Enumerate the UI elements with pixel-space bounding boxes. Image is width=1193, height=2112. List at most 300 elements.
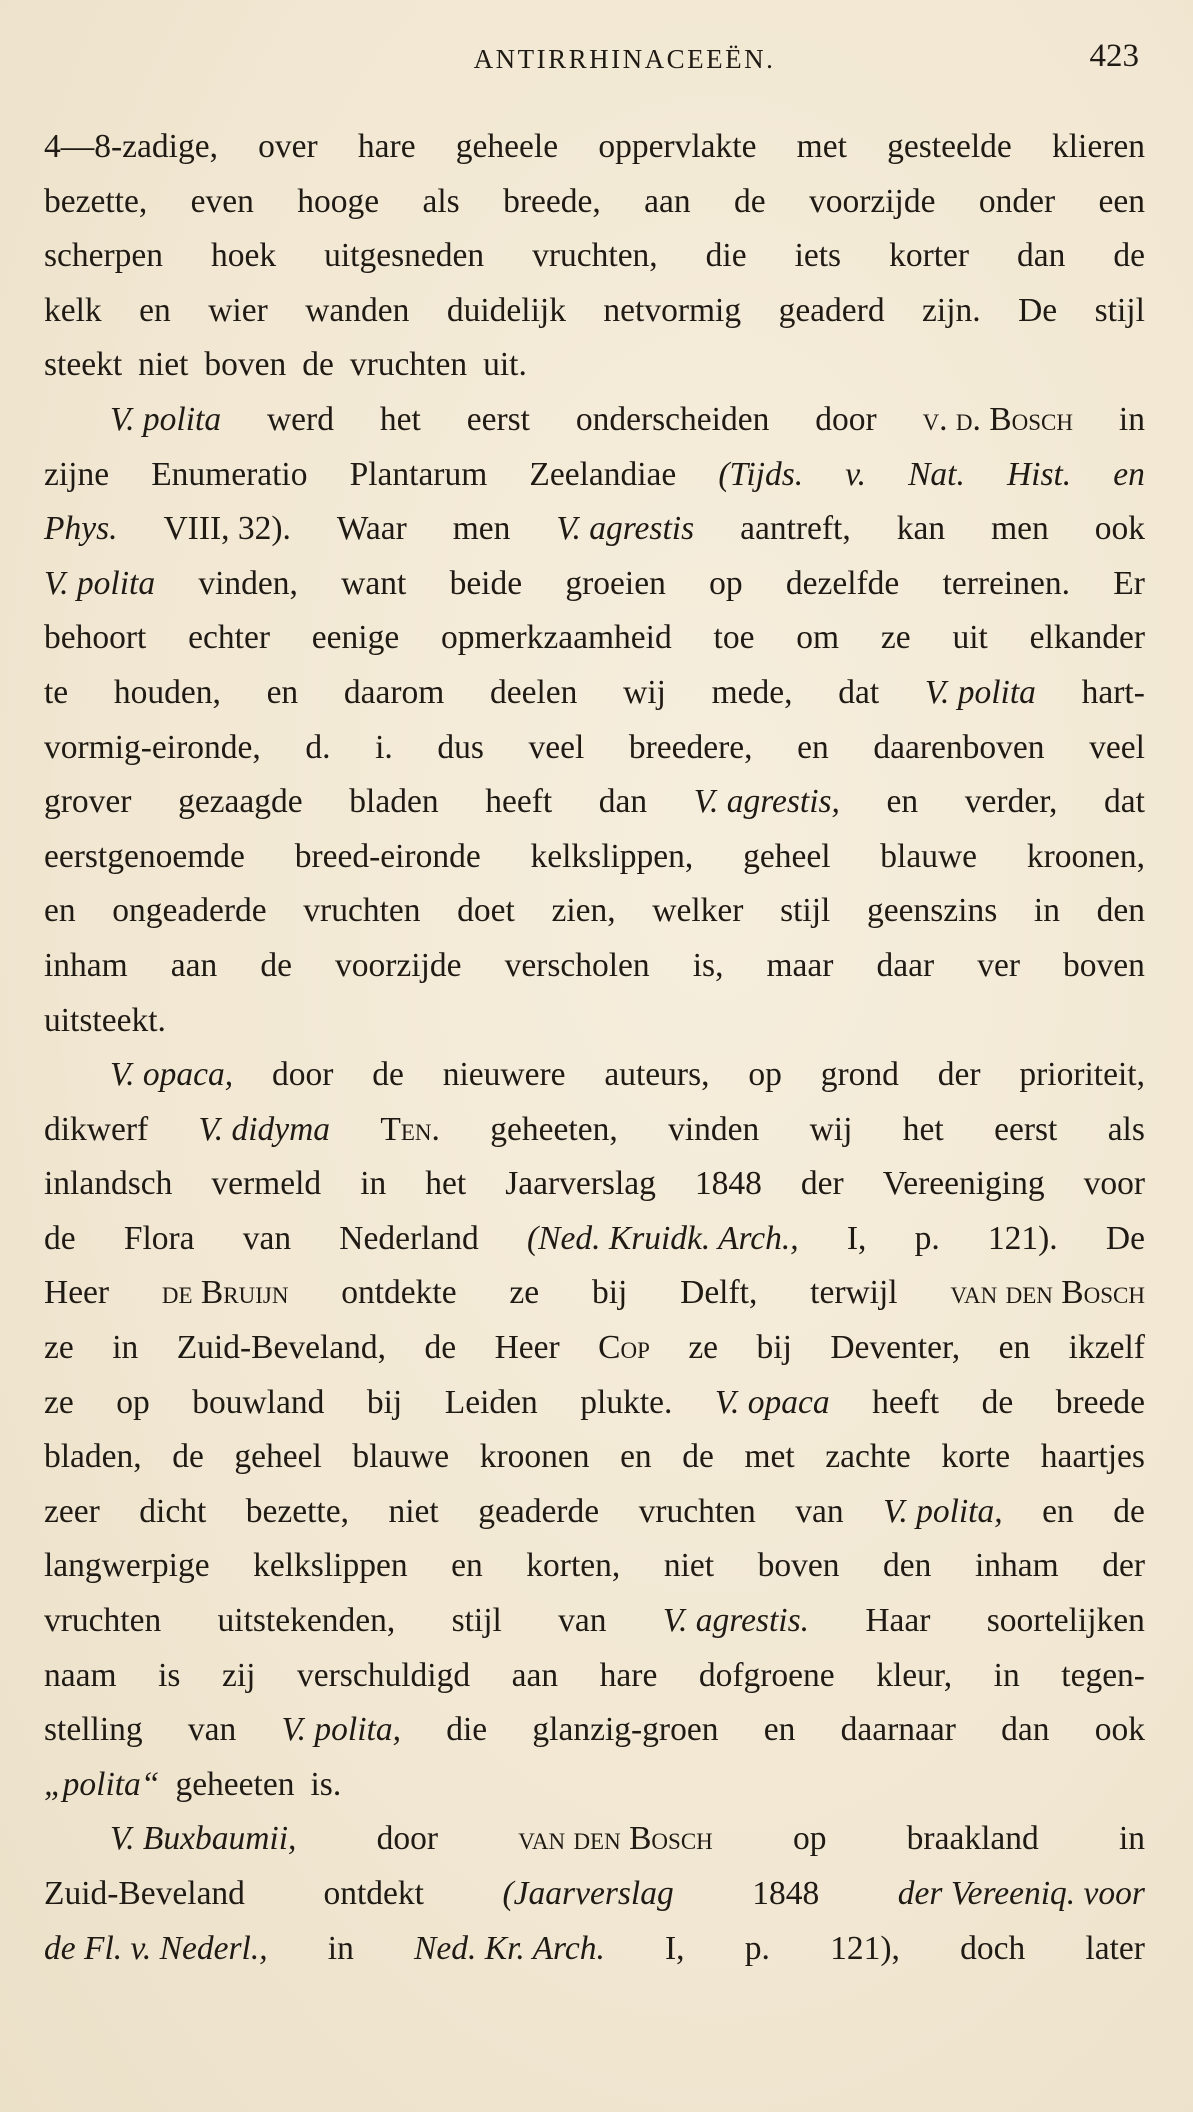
word: in	[1118, 1820, 1145, 1858]
word: op	[748, 1056, 782, 1094]
word: in	[112, 1329, 139, 1367]
word: ze	[880, 619, 911, 657]
word: geaderd	[778, 291, 885, 329]
word: V. polita	[110, 400, 222, 438]
word: (Ned. Kruidk. Arch.,	[526, 1219, 799, 1257]
word: is.	[310, 1765, 342, 1803]
text-line	[44, 393, 1145, 448]
text-line	[44, 1922, 1145, 1977]
word: dicht	[139, 1492, 207, 1530]
word: der	[800, 1165, 844, 1203]
word: aantreft,	[740, 510, 851, 548]
word: klieren	[1051, 128, 1145, 165]
word: grond	[820, 1056, 899, 1094]
word: stelling	[44, 1711, 143, 1749]
word: uitstekenden,	[217, 1602, 396, 1640]
word: eerstgenoemde	[44, 837, 245, 875]
text-line	[44, 721, 1145, 776]
word: toe	[713, 619, 755, 657]
word: ze	[44, 1383, 74, 1421]
word: is,	[692, 946, 724, 984]
word: hare	[357, 128, 416, 165]
word: Nat.	[908, 455, 965, 493]
word: in	[327, 1929, 354, 1967]
word: beide	[449, 564, 523, 602]
word: geenszins	[867, 892, 998, 930]
word: Jaarverslag	[505, 1165, 656, 1203]
word: V. polita	[924, 673, 1036, 711]
word: van den Bosch	[518, 1820, 713, 1858]
page-header	[44, 38, 1145, 86]
word: die	[705, 237, 747, 275]
word: Leiden	[444, 1383, 538, 1421]
word: gezaagde	[178, 783, 303, 821]
word: wij	[809, 1110, 853, 1148]
word: Zuid-Beveland	[44, 1875, 245, 1912]
word: als	[422, 182, 460, 220]
word: in	[1118, 400, 1145, 438]
word: de Fl. v. Nederl.,	[44, 1929, 268, 1967]
word: kelkslippen	[253, 1547, 408, 1585]
word: de	[981, 1383, 1014, 1421]
text-line	[44, 1485, 1145, 1540]
word: te	[44, 673, 69, 711]
word: van	[242, 1219, 292, 1257]
word: ikzelf	[1068, 1329, 1145, 1367]
word: en	[620, 1438, 652, 1476]
word: en	[886, 783, 919, 821]
word: door	[376, 1820, 439, 1858]
word: stijl	[1094, 291, 1145, 329]
word: v.	[845, 455, 866, 493]
word: groeien	[565, 564, 666, 602]
word: zeer	[44, 1492, 100, 1530]
word: Waar	[336, 510, 407, 548]
word: kelk	[44, 291, 102, 329]
word: V. opaca	[714, 1383, 830, 1421]
word: maar	[766, 946, 834, 984]
word: „polita“	[44, 1765, 160, 1803]
word: ze	[688, 1329, 719, 1367]
text-line	[44, 830, 1145, 885]
word: die	[446, 1711, 488, 1749]
word: later	[1085, 1929, 1145, 1967]
word: men	[452, 510, 511, 548]
word: met	[744, 1438, 795, 1476]
word: men	[991, 510, 1049, 548]
word: vermeld	[211, 1165, 322, 1203]
word: vinden	[668, 1110, 760, 1148]
word: aan	[511, 1656, 559, 1694]
word: uitgesneden	[324, 237, 485, 275]
word: de	[733, 182, 766, 220]
word: bij	[591, 1274, 628, 1312]
word: echter	[188, 619, 270, 657]
word: (Tijds.	[718, 455, 804, 493]
word: Vereeniging	[882, 1165, 1045, 1203]
word: stijl	[451, 1602, 502, 1640]
text-line	[44, 1703, 1145, 1758]
word: Deventer,	[830, 1329, 961, 1367]
text-line	[44, 775, 1145, 830]
word: haartjes	[1040, 1438, 1145, 1476]
word: I,	[665, 1929, 685, 1967]
word: vruchten	[638, 1492, 756, 1530]
text-line	[44, 120, 1145, 175]
word: Flora	[123, 1219, 195, 1257]
word: de	[172, 1438, 204, 1476]
word: de	[302, 346, 334, 384]
word: heeft	[485, 783, 553, 821]
text-line	[44, 611, 1145, 666]
word: ze	[509, 1274, 540, 1312]
word: op	[792, 1820, 827, 1858]
word: der	[937, 1056, 981, 1094]
word: vormig-eironde,	[44, 728, 261, 766]
word: korter	[889, 237, 970, 275]
word: terreinen.	[942, 564, 1070, 602]
word: kelkslippen,	[530, 837, 694, 875]
word: geheel	[743, 837, 831, 875]
text-line	[44, 1867, 1145, 1922]
word: en	[797, 728, 829, 766]
text-line	[44, 1048, 1145, 1103]
word: want	[341, 564, 407, 602]
text-line	[44, 939, 1145, 994]
word: voor	[1083, 1165, 1145, 1203]
word: glanzig-groen	[532, 1711, 719, 1749]
word: Zuid-Beveland,	[176, 1329, 387, 1367]
word: uit.	[483, 346, 527, 384]
word: I,	[846, 1219, 867, 1257]
word: V. agrestis	[556, 510, 695, 548]
word: netvormig	[603, 291, 742, 329]
word: geaderde	[478, 1492, 600, 1530]
word: niet	[388, 1492, 439, 1530]
word: 4—8-zadige,	[44, 128, 218, 165]
word: V. polita,	[883, 1492, 1003, 1530]
word: welker	[652, 892, 744, 930]
word: met	[796, 128, 847, 165]
text-line	[44, 1758, 1145, 1813]
word: auteurs,	[604, 1056, 710, 1094]
word: doch	[960, 1929, 1026, 1967]
word: kan	[896, 510, 946, 548]
text-line	[44, 1212, 1145, 1267]
word: plukte.	[580, 1383, 673, 1421]
word: Ten.	[380, 1110, 440, 1148]
word: het	[902, 1110, 944, 1148]
word: en	[266, 673, 299, 711]
word: en	[451, 1547, 483, 1585]
word: 1848	[752, 1875, 820, 1912]
word: aan	[644, 182, 691, 220]
word: niet	[663, 1547, 715, 1585]
word: VIII, 32).	[163, 510, 291, 548]
word: en	[1113, 455, 1145, 493]
word: in	[360, 1165, 387, 1203]
word: opmerkzaamheid	[441, 619, 672, 657]
word: wij	[623, 673, 666, 711]
word: kroonen,	[1026, 837, 1145, 875]
word: dus	[437, 728, 484, 766]
word: prioriteit,	[1019, 1056, 1145, 1094]
word: breedere,	[628, 728, 753, 766]
word: elkander	[1029, 619, 1145, 657]
word: bij	[756, 1329, 792, 1367]
word: om	[796, 619, 840, 657]
text-line	[44, 1103, 1145, 1158]
word: V. didyma	[198, 1110, 331, 1148]
word: grover	[44, 783, 132, 821]
word: breede,	[503, 182, 601, 220]
word: uitsteekt.	[44, 1001, 166, 1039]
word: doet	[457, 892, 515, 930]
word: korten,	[526, 1547, 621, 1585]
word: daarenboven	[873, 728, 1045, 766]
word: der Vereeniq. voor	[897, 1875, 1145, 1912]
word: zij	[222, 1656, 256, 1694]
word: soortelijken	[986, 1602, 1145, 1640]
word: hart-	[1081, 673, 1145, 711]
word: voorzijde	[335, 946, 462, 984]
word: vruchten,	[532, 237, 658, 275]
word: Delft,	[680, 1274, 758, 1312]
word: geheeten,	[490, 1110, 618, 1148]
word: inham	[44, 946, 128, 984]
word: terwijl	[810, 1274, 898, 1312]
word: ze	[44, 1329, 74, 1367]
word: ver	[977, 946, 1020, 984]
word: hare	[599, 1656, 658, 1694]
word: geheele	[455, 128, 559, 165]
word: werd	[266, 400, 334, 438]
word: bladen,	[44, 1438, 142, 1476]
word: De	[1105, 1219, 1145, 1257]
word: korte	[941, 1438, 1011, 1476]
word: bezette,	[44, 182, 148, 220]
word: onder	[978, 182, 1056, 220]
text-line	[44, 1812, 1145, 1867]
word: het	[425, 1165, 467, 1203]
word: van	[558, 1602, 607, 1640]
word: Haar	[865, 1602, 931, 1640]
word: de	[1113, 1492, 1145, 1530]
word: blauwe	[880, 837, 978, 875]
word: zijne	[44, 455, 110, 493]
word: ook	[1094, 510, 1145, 548]
word: van	[187, 1711, 237, 1749]
word: eerst	[994, 1110, 1058, 1148]
word: Zeelandiae	[529, 455, 677, 493]
word: van den Bosch	[950, 1274, 1145, 1312]
word: De	[1018, 291, 1058, 329]
word: de	[424, 1329, 457, 1367]
word: i.	[375, 728, 393, 766]
word: dezelfde	[785, 564, 900, 602]
word: dikwerf	[44, 1110, 149, 1148]
word: dat	[838, 673, 880, 711]
word: Er	[1113, 564, 1145, 602]
word: kroonen	[479, 1438, 590, 1476]
word: vinden,	[198, 564, 298, 602]
text-line	[44, 1321, 1145, 1376]
word: 121),	[830, 1929, 900, 1967]
word: de	[44, 1219, 76, 1257]
body-text	[44, 120, 1145, 1976]
word: geheel	[234, 1438, 322, 1476]
word: V. opaca,	[110, 1056, 234, 1094]
word: en	[998, 1329, 1031, 1367]
word: blauwe	[352, 1438, 450, 1476]
word: over	[258, 128, 318, 165]
word: de	[682, 1438, 714, 1476]
word: den	[1096, 892, 1145, 930]
word: een	[1098, 182, 1145, 220]
word: en	[44, 892, 76, 930]
word: bezette,	[245, 1492, 349, 1530]
word: hooge	[297, 182, 380, 220]
word: hoek	[211, 237, 277, 275]
text-line	[44, 338, 1145, 393]
word: tegen-	[1061, 1656, 1145, 1694]
word: daarnaar	[840, 1711, 956, 1749]
text-line	[44, 229, 1145, 284]
word: veel	[1089, 728, 1145, 766]
word: dan	[598, 783, 648, 821]
word: eerst	[466, 400, 530, 438]
word: braakland	[906, 1820, 1039, 1858]
word: oppervlakte	[598, 128, 757, 165]
word: behoort	[44, 619, 147, 657]
word: voorzijde	[808, 182, 936, 220]
text-line	[44, 284, 1145, 339]
word: door	[272, 1056, 334, 1094]
word: zijn.	[922, 291, 981, 329]
word: 1848	[694, 1165, 762, 1203]
word: nieuwere	[442, 1056, 566, 1094]
word: V. polita	[44, 564, 156, 602]
word: als	[1107, 1110, 1145, 1148]
word: de	[260, 946, 292, 984]
word: iets	[794, 237, 842, 275]
word: onderscheiden	[575, 400, 770, 438]
word: boven	[204, 346, 287, 384]
word: zien,	[551, 892, 616, 930]
word: dofgroene	[698, 1656, 835, 1694]
word: niet	[138, 346, 189, 384]
word: (Jaarverslag	[502, 1875, 674, 1912]
word: even	[190, 182, 254, 220]
text-line	[44, 884, 1145, 939]
word: stijl	[780, 892, 831, 930]
word: p.	[914, 1219, 940, 1257]
text-line	[44, 994, 1145, 1049]
word: geheeten	[175, 1765, 295, 1803]
word: aan	[170, 946, 218, 984]
text-line	[44, 1539, 1145, 1594]
word: de Bruijn	[161, 1274, 289, 1312]
word: duidelijk	[446, 291, 566, 329]
word: dan	[1001, 1711, 1050, 1749]
word: de	[1113, 237, 1145, 275]
word: 121).	[987, 1219, 1058, 1257]
word: daar	[876, 946, 935, 984]
word: het	[379, 400, 421, 438]
word: Plantarum	[349, 455, 488, 493]
word: en	[139, 291, 171, 329]
text-line	[44, 502, 1145, 557]
word: steekt	[44, 346, 123, 384]
word: de	[372, 1056, 404, 1094]
word: v. d. Bosch	[922, 400, 1073, 438]
word: Hist.	[1006, 455, 1072, 493]
word: vruchten	[44, 1602, 162, 1640]
word: naam	[44, 1656, 117, 1694]
word: bouwland	[192, 1383, 325, 1421]
word: verscholen	[504, 946, 650, 984]
word: Enumeratio	[151, 455, 308, 493]
word: d.	[305, 728, 331, 766]
word: inlandsch	[44, 1165, 173, 1203]
word: zachte	[825, 1438, 911, 1476]
word: vruchten	[303, 892, 421, 930]
word: gesteelde	[887, 128, 1012, 165]
word: in	[1033, 892, 1060, 930]
text-line	[44, 557, 1145, 612]
text-line	[44, 1594, 1145, 1649]
text-line	[44, 175, 1145, 230]
word: den	[883, 1547, 932, 1585]
word: Cop	[598, 1329, 650, 1367]
word: Ned. Kr. Arch.	[414, 1929, 605, 1967]
word: uit	[952, 619, 988, 657]
word: van	[795, 1492, 844, 1530]
word: in	[993, 1656, 1020, 1694]
word: Nederland	[339, 1219, 479, 1257]
text-line	[44, 1649, 1145, 1704]
word: Heer	[494, 1329, 560, 1367]
word: deelen	[490, 673, 578, 711]
word: ook	[1094, 1711, 1145, 1749]
word: V. agrestis.	[662, 1602, 809, 1640]
word: is	[158, 1656, 181, 1694]
word: en	[1042, 1492, 1074, 1530]
word: kleur,	[876, 1656, 953, 1694]
word: door	[815, 400, 877, 438]
word: en	[763, 1711, 796, 1749]
word: bladen	[349, 783, 439, 821]
running-title: ANTIRRHINACEEËN.	[473, 44, 776, 74]
word: Phys.	[44, 510, 118, 548]
word: V. polita,	[281, 1711, 401, 1749]
word: houden,	[113, 673, 221, 711]
word: boven	[757, 1547, 840, 1585]
word: inham	[974, 1547, 1059, 1585]
word: ontdekt	[323, 1875, 424, 1912]
word: ongeaderde	[112, 892, 267, 930]
word: eenige	[311, 619, 400, 657]
word: breed-eironde	[294, 837, 481, 875]
text-line	[44, 1266, 1145, 1321]
text-line	[44, 666, 1145, 721]
word: vruchten	[349, 346, 468, 384]
word: V. Buxbaumii,	[110, 1820, 297, 1858]
word: verschuldigd	[297, 1656, 471, 1694]
word: V. agrestis,	[693, 783, 840, 821]
page-number: 423	[1089, 38, 1139, 74]
word: langwerpige	[44, 1547, 210, 1585]
